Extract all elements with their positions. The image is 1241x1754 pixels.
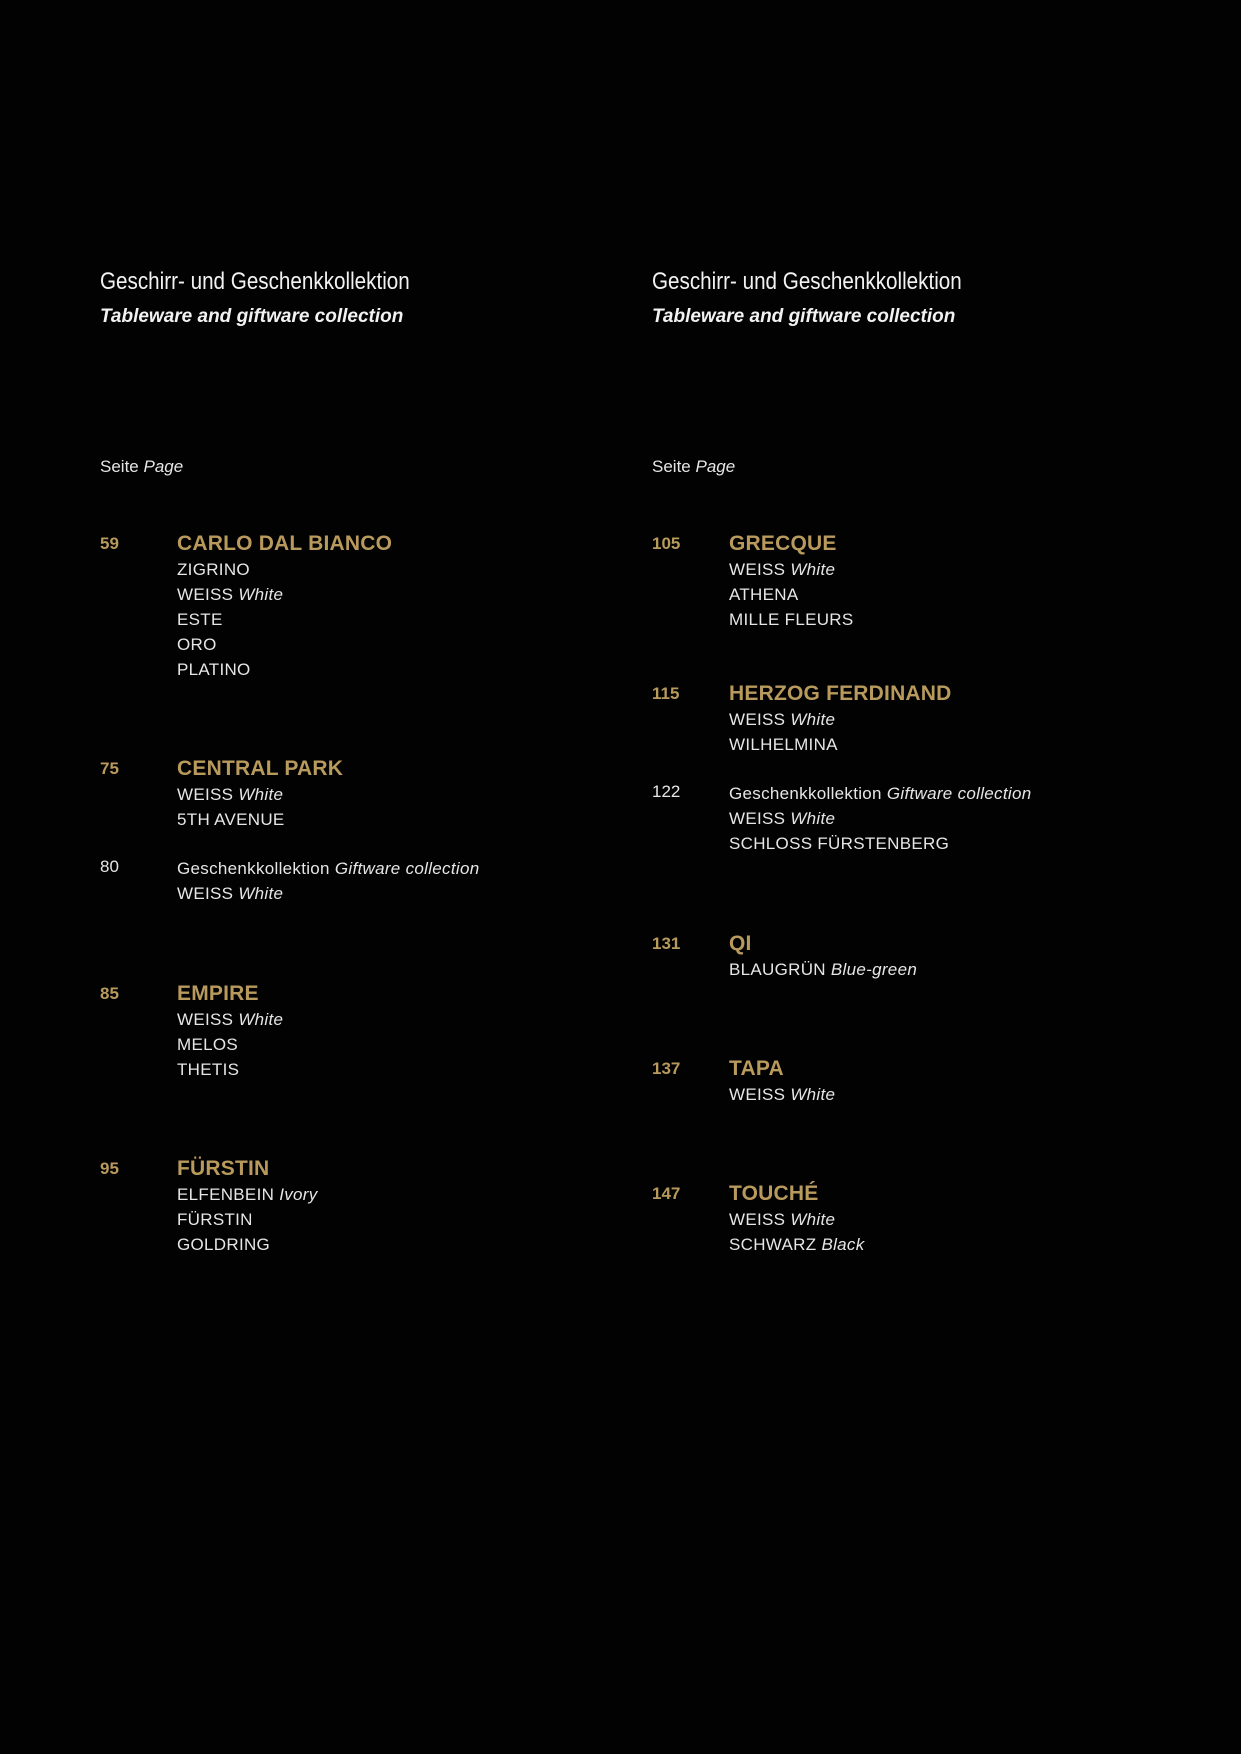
section-title-en: Tableware and giftware collection xyxy=(100,306,404,327)
page-label-en: Page xyxy=(143,457,184,476)
collection-name: FÜRSTIN xyxy=(177,1157,270,1180)
variant-line: WEISS White xyxy=(729,1085,836,1104)
right-column xyxy=(652,0,1172,1754)
variant-line: MELOS xyxy=(177,1035,239,1054)
variant-line: Geschenkkollektion Giftware collection xyxy=(177,859,480,878)
variant-line: 5TH AVENUE xyxy=(177,810,285,829)
variant-line: ZIGRINO xyxy=(177,560,250,579)
variant-line: SCHWARZ Black xyxy=(729,1235,865,1254)
variant-line: FÜRSTIN xyxy=(177,1210,253,1229)
collection-name: GRECQUE xyxy=(729,532,837,555)
page-number: 115 xyxy=(652,684,680,703)
collection-name: HERZOG FERDINAND xyxy=(729,682,952,705)
variant-line: WILHELMINA xyxy=(729,735,838,754)
page-number: 95 xyxy=(100,1159,119,1178)
variant-line: THETIS xyxy=(177,1060,240,1079)
variant-line: SCHLOSS FÜRSTENBERG xyxy=(729,834,950,853)
section-title-de: Geschirr- und Geschenkkollektion xyxy=(652,268,962,295)
variant-line: WEISS White xyxy=(177,1010,284,1029)
page-label-de: Seite xyxy=(652,457,691,476)
variant-line: WEISS White xyxy=(177,785,284,804)
collection-name: CARLO DAL BIANCO xyxy=(177,532,393,555)
page-number: 85 xyxy=(100,984,119,1003)
variant-line: WEISS White xyxy=(177,884,284,903)
variant-line: WEISS White xyxy=(177,585,284,604)
variant-line: WEISS White xyxy=(729,809,836,828)
collection-name: QI xyxy=(729,932,752,955)
variant-line: Geschenkkollektion Giftware collection xyxy=(729,784,1032,803)
variant-line: WEISS White xyxy=(729,560,836,579)
page-number: 75 xyxy=(100,759,119,778)
page-number: 59 xyxy=(100,534,119,553)
collection-name: EMPIRE xyxy=(177,982,259,1005)
variant-line: GOLDRING xyxy=(177,1235,271,1254)
left-column xyxy=(100,0,620,1754)
section-title-en: Tableware and giftware collection xyxy=(652,306,956,327)
variant-line: ATHENA xyxy=(729,585,799,604)
variant-line: BLAUGRÜN Blue-green xyxy=(729,960,918,979)
collection-name: CENTRAL PARK xyxy=(177,757,344,780)
variant-line: MILLE FLEURS xyxy=(729,610,854,629)
page-column-label xyxy=(100,457,183,477)
variant-line: WEISS White xyxy=(729,710,836,729)
page-number: 131 xyxy=(652,934,681,953)
collection-name: TAPA xyxy=(729,1057,784,1080)
collection-name: TOUCHÉ xyxy=(729,1182,819,1205)
variant-line: ORO xyxy=(177,635,217,654)
variant-line: ESTE xyxy=(177,610,223,629)
page-number: 122 xyxy=(652,782,681,801)
variant-line: WEISS White xyxy=(729,1210,836,1229)
page-number: 80 xyxy=(100,857,119,876)
variant-line: PLATINO xyxy=(177,660,251,679)
page-column-label xyxy=(652,457,735,477)
page-number: 137 xyxy=(652,1059,681,1078)
page-number: 147 xyxy=(652,1184,681,1203)
page-number: 105 xyxy=(652,534,681,553)
page-label-de: Seite xyxy=(100,457,139,476)
section-title-de: Geschirr- und Geschenkkollektion xyxy=(100,268,410,295)
variant-line: ELFENBEIN Ivory xyxy=(177,1185,318,1204)
page-label-en: Page xyxy=(695,457,736,476)
